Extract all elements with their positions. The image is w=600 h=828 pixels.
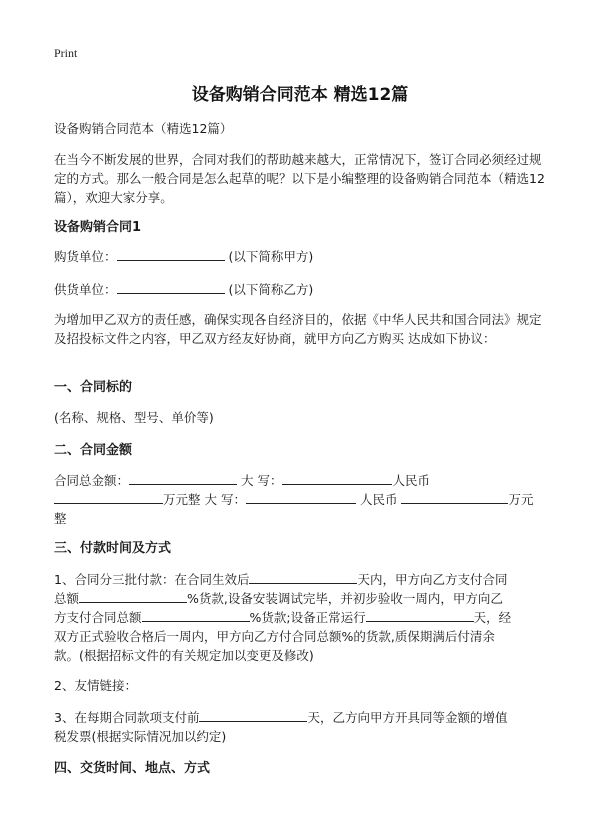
payment-days-blank[interactable] (249, 570, 357, 584)
contract-heading: 设备购销合同1 (54, 220, 142, 235)
section-4-heading: 四、交货时间、地点、方式 (54, 761, 211, 776)
seller-blank[interactable] (117, 280, 225, 294)
wan-yuan-label: 万元 (508, 492, 534, 507)
document-title: 设备购销合同范本 精选12篇 (191, 85, 409, 105)
amount-line-3: 整 (54, 511, 67, 526)
payment-line-1 (54, 570, 549, 589)
amount-line-1 (54, 471, 549, 490)
payment-days-blank-2[interactable] (366, 608, 474, 622)
payment-percent-blank-1[interactable] (79, 589, 187, 603)
capital-blank-2[interactable] (246, 490, 356, 504)
wan-label: 万元整 大 写： (163, 492, 246, 507)
amount-line-2 (54, 490, 549, 509)
capital-label: 大 写： (241, 473, 283, 488)
section-1-text: (名称、规格、型号、单价等) (54, 410, 214, 425)
seller-note: (以下简称乙方) (228, 282, 314, 297)
payment-line-4: 双方正式验收合格后一周内，甲方向乙方付合同总额%的货款,质保期满后付清余 (54, 629, 495, 644)
section-3-heading: 三、付款时间及方式 (54, 541, 172, 556)
payment-text-b: 天内，甲方向乙方支付合同 (357, 572, 508, 587)
payment-text-d: %货款,设备安装调试完毕，并初步验收一周内，甲方向乙 (187, 591, 503, 606)
seller-label: 供货单位： (54, 282, 117, 297)
total-amount-label: 合同总金额： (54, 473, 130, 488)
print-label[interactable]: Print (54, 46, 78, 60)
rmb-label: 人民币 (392, 473, 430, 488)
rmb-label-2: 人民币 (359, 492, 398, 507)
subtitle: 设备购销合同范本（精选12篇） (54, 121, 233, 136)
payment-line-2 (54, 589, 549, 608)
invoice-line-1 (54, 708, 549, 727)
capital-blank[interactable] (282, 471, 392, 485)
section-1-heading: 一、合同标的 (54, 380, 133, 395)
payment-text-c: 总额 (54, 591, 80, 606)
total-amount-blank[interactable] (129, 471, 237, 485)
buyer-line (54, 247, 549, 266)
agreement-paragraph: 为增加甲乙双方的责任感，确保实现各自经济目的，依据《中华人民共和国合同法》规定及招投标文件之内容，甲乙双方经友好协商，就甲方向乙方购买 达成如下协议： (54, 312, 542, 346)
seller-line (54, 280, 549, 299)
buyer-blank[interactable] (117, 247, 225, 261)
section-2-heading: 二、合同金额 (54, 443, 133, 458)
buyer-label: 购货单位： (54, 249, 117, 264)
payment-line-5: 款。(根据招标文件的有关规定加以变更及修改) (54, 648, 314, 663)
invoice-line-2: 税发票(根据实际情况加以约定) (54, 729, 227, 744)
invoice-days-blank[interactable] (199, 708, 307, 722)
buyer-note: (以下简称甲方) (228, 249, 314, 264)
rmb-blank-2[interactable] (401, 490, 508, 504)
friendly-link[interactable]: 2、友情链接： (54, 678, 137, 693)
payment-text-e: 方支付合同总额 (54, 610, 142, 625)
invoice-text-a: 3、在每期合同款项支付前 (54, 710, 200, 725)
amount-blank-2[interactable] (54, 490, 163, 504)
payment-text-a: 1、合同分三批付款：在合同生效后 (54, 572, 250, 587)
payment-line-3 (54, 608, 549, 627)
payment-percent-blank-2[interactable] (142, 608, 250, 622)
invoice-text-b: 天，乙方向甲方开具同等金额的增值 (307, 710, 508, 725)
intro-paragraph: 在当今不断发展的世界，合同对我们的帮助越来越大，正常情况下，签订合同必须经过规定的方式。那么一般合同是怎么起草的呢？以下是小编整理的设备购销合同范本（精选12篇），欢迎大家分享。 (54, 152, 545, 205)
payment-text-g: 天，经 (473, 610, 512, 625)
payment-text-f: %货款;设备正常运行 (249, 610, 366, 625)
